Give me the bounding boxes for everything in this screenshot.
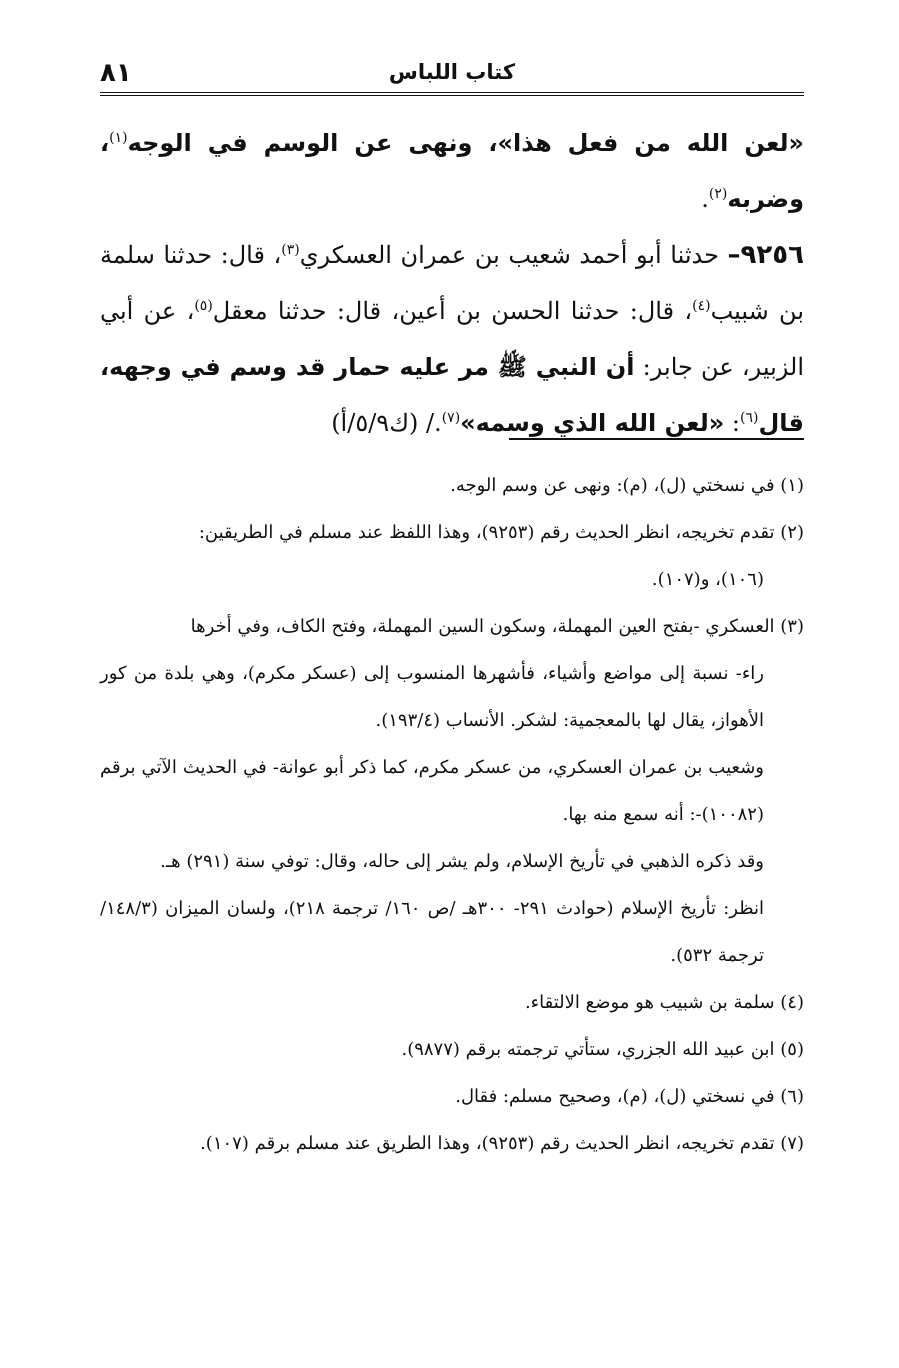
hadith-number: ٩٢٥٦– <box>727 240 805 270</box>
running-header <box>100 56 804 96</box>
page-number: ٨١ <box>100 58 132 88</box>
footnote-separator <box>509 438 804 440</box>
footnote-ref-7[interactable]: (٧) <box>441 410 461 426</box>
footnote-6: (٦) في نسختي (ل)، (م)، وصحيح مسلم: فقال. <box>455 1086 804 1107</box>
saying-continuation: ، وضربه <box>100 129 804 213</box>
footnote-5: (٥) ابن عبيد الله الجزري، ستأتي ترجمته برقم (٩٨٧٧). <box>401 1039 804 1060</box>
footnote-2-continuation: (١٠٦)، و(١٠٧). <box>651 569 764 590</box>
prophetic-saying-2: «لعن الله الذي وسمه» <box>460 409 725 437</box>
footnote-1: (١) في نسختي (ل)، (م): ونهى عن وسم الوجه. <box>450 475 804 496</box>
footnote-ref-4[interactable]: (٤) <box>692 298 711 314</box>
hadith-paragraph <box>100 227 804 451</box>
isnad-part-1: حدثنا أبو أحمد شعيب بن عمران العسكري <box>299 241 728 269</box>
footnote-3-paragraph-3: وقد ذكره الذهبي في تأريخ الإسلام، ولم يشر إلى حاله، وقال: توفي سنة (٢٩١) هـ. <box>160 851 764 872</box>
footnote-7: (٧) تقدم تخريجه، انظر الحديث رقم (٩٢٥٣)، وهذا الطريق عند مسلم برقم (١٠٧). <box>200 1133 804 1154</box>
footnote-4: (٤) سلمة بن شبيب هو موضع الالتقاء. <box>524 992 804 1013</box>
footnotes <box>100 462 804 1167</box>
prophetic-saying: «لعن الله من فعل هذا»، ونهى عن الوسم في الوجه <box>127 129 804 157</box>
footnote-2: (٢) تقدم تخريجه، انظر الحديث رقم (٩٢٥٣)، وهذا اللفظ عند مسلم في الطريقين: <box>198 522 804 543</box>
colon: : <box>724 409 740 437</box>
sentence-end: . <box>701 185 709 213</box>
main-text <box>100 115 804 451</box>
isnad-part-2: ، قال: حدثنا سلمة بن شبيب <box>100 241 805 325</box>
footnote-ref-6[interactable]: (٦) <box>739 410 759 426</box>
isnad-part-4: ، عن أبي الزبير، عن جابر: <box>100 297 804 381</box>
manuscript-ref: ./ (ك٥/٩/أ) <box>331 409 442 437</box>
footnote-3-continuation: راء- نسبة إلى مواضع وأشياء، فأشهرها المنسوب إلى (عسكر مكرم)، وهي بلدة من كور الأهواز، يقال لها بالمعجمية: لشكر. الأنساب (١٩٣/٤). <box>100 663 764 731</box>
footnote-3-paragraph-2: وشعيب بن عمران العسكري، من عسكر مكرم، كما ذكر أبو عوانة- في الحديث الآتي برقم (١٠٠٨٢)-: أنه سمع منه بها. <box>100 757 764 825</box>
footnote-ref-2[interactable]: (٢) <box>708 186 728 202</box>
footnote-3: (٣) العسكري -بفتح العين المهملة، وسكون السين المهملة، وفتح الكاف، وفي أخرها <box>190 616 804 637</box>
matn-text: أن النبي ﷺ مر عليه حمار قد وسم في وجهه، قال <box>100 353 804 437</box>
header-rule <box>100 92 804 96</box>
footnote-ref-3[interactable]: (٣) <box>281 242 300 258</box>
footnote-ref-5[interactable]: (٥) <box>194 298 213 314</box>
isnad-part-3: ، قال: حدثنا الحسن بن أعين، قال: حدثنا معقل <box>212 297 693 325</box>
footnote-ref-1[interactable]: (١) <box>109 130 128 146</box>
chapter-title: كتاب اللباس <box>388 60 516 84</box>
footnote-3-paragraph-4: انظر: تأريخ الإسلام (حوادث ٢٩١- ٣٠٠هـ /ص ١٦٠/ ترجمة ٢١٨)، ولسان الميزان (١٤٨/٣/ ترجمة ٥٣٢). <box>100 898 764 966</box>
paragraph-continuation <box>100 115 804 227</box>
